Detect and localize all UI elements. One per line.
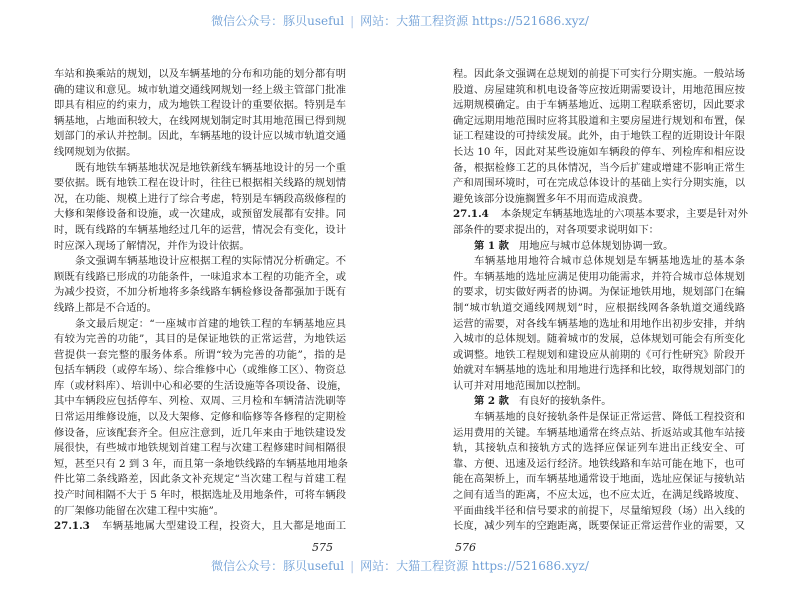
text-line: [54, 270, 346, 286]
text-line: [54, 519, 346, 535]
line-text: 线网规划为依据。: [54, 145, 137, 158]
text-line: [453, 83, 745, 99]
line-text: 长度，减少列车的空跑距离，既要保证正常运营作业的需要，又: [453, 520, 745, 533]
text-line: [54, 410, 346, 426]
watermark-wechat: 微信公众号：豚贝useful: [211, 14, 345, 28]
text-line: [453, 504, 745, 520]
text-line: [453, 426, 745, 442]
line-text: 件。车辆基地的选址应满足使用功能需求，并符合城市总体规划: [453, 270, 745, 283]
page-right: [453, 67, 748, 535]
line-text: 本条规定车辆基地选址的六项基本要求，主要是针对外: [500, 208, 748, 221]
text-line: [54, 317, 346, 333]
text-line: [453, 379, 745, 395]
line-text: 投产时间相隔不大于 5 年时，根据选址及用地条件，可将车辆段: [54, 489, 346, 502]
line-text: 远期规模确定。由于车辆基地近、远期工程联系密切，因此要求: [453, 99, 745, 112]
text-line: [54, 83, 346, 99]
text-line: [453, 457, 745, 473]
text-line: [453, 192, 745, 208]
line-text: 顾既有线路已形成的功能条件，一味追求本工程的功能齐全，或: [54, 270, 346, 283]
line-text: 线路上都是不合适的。: [54, 301, 157, 314]
text-line: [453, 317, 745, 333]
text-line: [54, 348, 346, 364]
line-text: 日常运用维修设施，以及大架修、定修和临修等各修程的定期检: [54, 411, 346, 424]
line-text: 平面曲线半径和信号要求的前提下，尽量缩短段（场）出入线的: [453, 504, 745, 517]
watermark-site: 网站：大猫工程资源 https://521686.xyz/: [360, 559, 589, 573]
line-text: 营提供一套完整的服务体系。所谓“较为完善的功能”，指的是: [54, 348, 346, 361]
clause-label: 第 1 款: [474, 239, 509, 252]
line-text: 备，根据检修工艺的具体情况，当今后扩建或增建不影响正常生: [453, 161, 745, 174]
line-text: 为减少投资，不加分析地将多条线路车辆检修设备都强加于既有: [54, 286, 346, 299]
text-line: [453, 223, 745, 239]
text-line: [453, 519, 745, 535]
line-text: 证工程建设的可持续发展。此外，由于地铁工程的近期设计年限: [453, 130, 745, 143]
text-line: [54, 223, 346, 239]
line-text: 库（或材料库）、培训中心和必要的生活设施等各项设备、设施，: [54, 379, 348, 392]
line-text: 车辆基地属大型建设工程，投资大，且大都是地面工: [101, 520, 346, 533]
watermark-separator: |: [350, 559, 355, 573]
text-line: [54, 457, 346, 473]
text-line: [453, 285, 745, 301]
text-line: [453, 488, 745, 504]
watermark-separator: |: [350, 14, 355, 28]
line-text: 确的建议和意见。城市轨道交通线网规划一经上级主管部门批准: [54, 83, 346, 96]
text-line: [54, 129, 346, 145]
page-number-left: 575: [312, 541, 333, 554]
paragraph: [54, 67, 346, 161]
line-text: 条文最后规定：“一座城市首建的地铁工程的车辆基地应具: [75, 317, 346, 330]
text-line: [54, 114, 346, 130]
text-line: [54, 301, 346, 317]
text-line: [453, 207, 748, 223]
text-line: [453, 441, 745, 457]
text-line: [453, 98, 745, 114]
line-text: 车辆基地的良好接轨条件是保证正常运营、降低工程投资和: [474, 411, 745, 424]
line-text: 条文强调车辆基地设计应根据工程的实际情况分析确定。不: [75, 255, 346, 268]
text-line: [54, 441, 346, 457]
text-line: [453, 270, 745, 286]
line-text: 的厂架修功能留在次建工程中实施”。: [54, 504, 225, 517]
text-line: [54, 332, 346, 348]
paragraph: [54, 317, 346, 520]
text-line: [453, 239, 745, 255]
text-line: [54, 207, 346, 223]
paragraph: [453, 67, 745, 207]
line-text: 件比第二条线路差，因此条文补充规定“当次建工程与首建工程: [54, 473, 346, 486]
line-text: 辆基地，占地面积较大，在线网规划制定时其用地范围已得到规: [54, 114, 346, 127]
text-line: [54, 504, 346, 520]
line-text: 运用费用的关键。车辆基地通常在终点站、折返站或其他车站接: [453, 426, 745, 439]
line-text: 股道、房屋建筑和机电设备等应按近期需要设计，用地范围应按: [453, 83, 745, 96]
section-27.1.3: [54, 519, 346, 535]
text-line: [54, 254, 346, 270]
text-line: [453, 332, 745, 348]
line-text: 即具有相应的约束力，成为地铁工程设计的重要依据。特别是车: [54, 99, 346, 112]
line-text: 轨，其接轨点和接轨方式的选择应保证列车进出正线安全、可: [453, 442, 745, 455]
line-text: 修设备，应该配套齐全。但应注意到，近几年来由于地铁建设发: [54, 426, 346, 439]
line-text: 认可并对用地范围加以控制。: [453, 379, 587, 392]
text-line: [54, 379, 346, 395]
text-line: [453, 145, 745, 161]
text-line: [54, 67, 346, 83]
text-line: [54, 394, 346, 410]
line-text: 短，甚至只有 2 到 3 年，而且第一条地铁线路的车辆基地用地条: [54, 457, 348, 470]
line-text: 程。因此条文强调在总规划的前提下可实行分期实施。一般站场: [453, 68, 745, 80]
line-text: 确定远期用地范围时应将其股道和主要房屋进行规划和布置，保: [453, 114, 745, 127]
line-text: 况，在功能、规模上进行了综合考虑，特别是车辆段高级修程的: [54, 192, 346, 205]
line-text: 入城市的总体规划。随着城市的发展，总体规划可能会有所变化: [453, 333, 745, 346]
text-line: [453, 410, 745, 426]
text-line: [54, 145, 346, 161]
line-text: 时应深入现场了解情况，并作为设计依据。: [54, 239, 250, 252]
line-text: 用地应与城市总体规划协调一致。: [518, 239, 674, 252]
text-line: [453, 363, 745, 379]
paragraph: [453, 410, 745, 535]
section-number: 27.1.4: [453, 208, 489, 221]
text-line: [54, 161, 346, 177]
text-line: [453, 472, 745, 488]
line-text: 产和周围环境时，可在完成总体设计的基础上实行分期实施，以: [453, 177, 745, 190]
text-line: [54, 192, 346, 208]
watermark-site: 网站：大猫工程资源 https://521686.xyz/: [360, 14, 589, 28]
text-line: [54, 176, 346, 192]
clause-label: 第 2 款: [474, 395, 509, 408]
text-line: [453, 176, 745, 192]
line-text: 始就对车辆基地的选址和用地进行选择和比较，取得规划部门的: [453, 364, 745, 377]
line-text: 包括车辆段（或停车场）、综合维修中心（或维修工区）、物资总: [54, 364, 346, 377]
section-number: 27.1.3: [54, 520, 90, 533]
watermark-wechat: 微信公众号：豚贝useful: [211, 559, 345, 573]
line-text: 展很快，有些城市地铁规划首建工程与次建工程修建时间相隔很: [54, 442, 346, 455]
line-text: 其中车辆段应包括停车、列检、双周、三月检和车辆清洁洗刷等: [54, 395, 346, 408]
text-line: [453, 254, 745, 270]
line-text: 大修和架修设备和设施，或一次建成，或预留发展都有安排。同: [54, 208, 346, 221]
paragraph: [453, 254, 745, 394]
line-text: 能在高架桥上，而车辆基地通常设于地面，选址应保证与接轨站: [453, 473, 745, 486]
line-text: 制“城市轨道交通线网规划”时，应根据线网各条轨道交通线路: [453, 301, 745, 314]
paragraph: [453, 394, 745, 410]
line-text: 运营的需要，对各线车辆基地的选址和用地作出初步安排，并纳: [453, 317, 745, 330]
text-line: [54, 426, 346, 442]
line-text: 的要求，切实做好两者的协调。为保证地铁用地，规划部门在编: [453, 286, 745, 299]
line-text: 避免该部分设施搁置多年不用而造成浪费。: [453, 192, 649, 205]
line-text: 或调整。地铁工程规划和建设应从前期的《可行性研究》阶段开: [453, 348, 745, 361]
line-text: 既有地铁车辆基地状况是地铁新线车辆基地设计的另一个重: [75, 161, 346, 174]
text-line: [54, 363, 346, 379]
line-text: 长达 10 年，因此对某些设施如车辆段的停车、列检库和相应设: [453, 145, 745, 158]
line-text: 之间有适当的距离，不应太远，也不应太近，在满足线路坡度、: [453, 489, 745, 502]
text-line: [453, 67, 745, 83]
text-line: [453, 348, 745, 364]
line-text: 车站和换乘站的规划，以及车辆基地的分布和功能的划分都有明: [54, 68, 346, 80]
text-line: [453, 114, 745, 130]
watermark-top: [0, 12, 800, 29]
page-number-right: 576: [455, 541, 476, 554]
text-line: [54, 472, 346, 488]
line-text: 有良好的接轨条件。: [518, 395, 612, 408]
paragraph: [54, 254, 346, 316]
text-line: [54, 239, 346, 255]
paragraph: [54, 161, 346, 255]
text-line: [54, 98, 346, 114]
line-text: 要依据。既有地铁工程在设计时，往往已根据相关线路的规划情: [54, 177, 346, 190]
text-line: [54, 488, 346, 504]
line-text: 靠、方便、迅速及运行经济。地铁线路和车站可能在地下，也可: [453, 457, 745, 470]
text-line: [453, 161, 745, 177]
watermark-bottom: [0, 557, 800, 574]
paragraph: [453, 239, 745, 255]
text-line: [453, 129, 745, 145]
line-text: 划部门的承认并控制。因此，车辆基地的设计应以城市轨道交通: [54, 130, 346, 143]
text-line: [54, 285, 346, 301]
text-line: [453, 394, 745, 410]
text-line: [453, 301, 745, 317]
line-text: 车辆基地用地符合城市总体规划是车辆基地选址的基本条: [474, 255, 745, 268]
line-text: 时，既有线路的车辆基地经过几年的运营，情况会有变化，设计: [54, 223, 346, 236]
line-text: 有较为完善的功能”，其目的是保证地铁的正常运营，为地铁运: [54, 333, 346, 346]
section-27.1.4: [453, 207, 748, 238]
page-left: [54, 67, 346, 535]
line-text: 部条件的要求提出的，对各项要求说明如下：: [453, 223, 659, 236]
